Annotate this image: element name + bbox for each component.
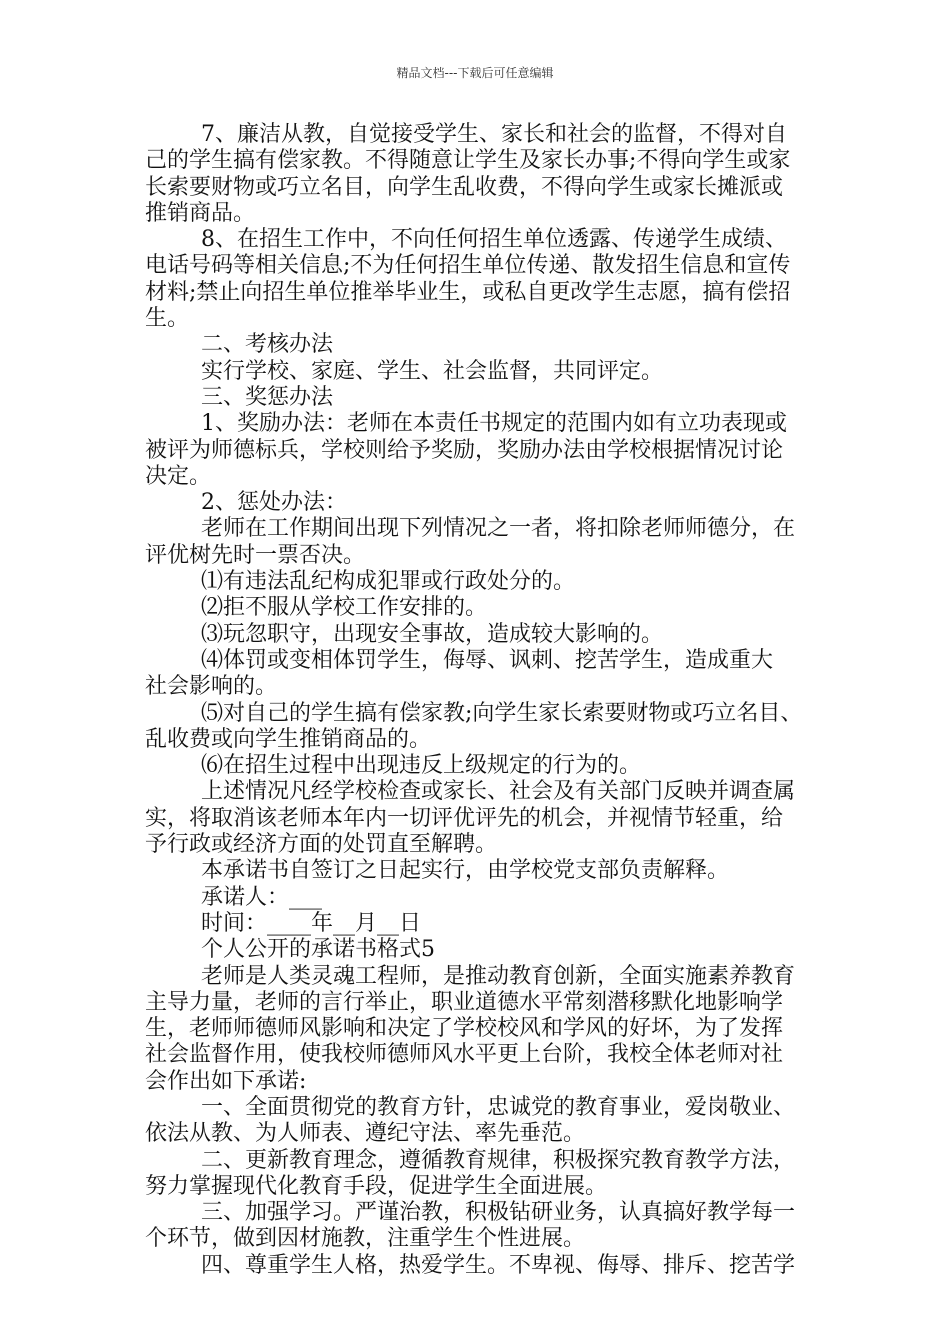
section-title: 个人公开的承诺书格式5 bbox=[201, 937, 435, 963]
paragraph-line: 生。 bbox=[145, 306, 190, 332]
list-item: ⑸对自己的学生搞有偿家教;向学生家长索要财物或巧立名目、 bbox=[201, 700, 803, 726]
paragraph-line: 7、廉洁从教，自觉接受学生、家长和社会的监督，不得对自 bbox=[201, 122, 787, 147]
paragraph-line: 一、全面贯彻党的教育方针，忠诚党的教育事业，爱岗敬业、 bbox=[201, 1094, 796, 1120]
paragraph-line: 三、加强学习。严谨治教，积极钻研业务，认真搞好教学每一 bbox=[201, 1200, 796, 1226]
paragraph-line: 上述情况凡经学校检查或家长、社会及有关部门反映并调查属 bbox=[201, 779, 796, 805]
paragraph-line: 材料;禁止向招生单位推举毕业生，或私自更改学生志愿，搞有偿招 bbox=[145, 279, 791, 305]
paragraph-line: 长索要财物或巧立名目，向学生乱收费，不得向学生或家长摊派或 bbox=[145, 174, 784, 200]
list-item: ⑷体罚或变相体罚学生，侮辱、讽刺、挖苦学生，造成重大 bbox=[201, 647, 774, 673]
date-line: 时间：____年__月__日 bbox=[201, 910, 422, 936]
paragraph-line: 电话号码等相关信息;不为任何招生单位传递、散发招生信息和宣传 bbox=[145, 253, 791, 279]
list-item: ⑴有违法乱纪构成犯罪或行政处分的。 bbox=[201, 569, 576, 595]
paragraph-line: 依法从教、为人师表、遵纪守法、率先垂范。 bbox=[145, 1121, 586, 1147]
paragraph-line: 生，老师师德师风影响和决定了学校校风和学风的好坏，为了发挥 bbox=[145, 1016, 784, 1042]
signature-line: 承诺人：___ bbox=[201, 884, 323, 910]
paragraph-line: 个环节，做到因材施教，注重学生个性进展。 bbox=[145, 1226, 586, 1252]
paragraph-line: 决定。 bbox=[145, 463, 212, 489]
paragraph-line: 实行学校、家庭、学生、社会监督，共同评定。 bbox=[201, 358, 664, 384]
paragraph-line: 予行政或经济方面的处罚直至解聘。 bbox=[145, 832, 498, 858]
paragraph-line: 老师是人类灵魂工程师，是推动教育创新，全面实施素养教育 bbox=[201, 963, 796, 989]
paragraph-line: 老师在工作期间出现下列情况之一者，将扣除老师师德分，在 bbox=[201, 516, 796, 542]
paragraph-line: 主导力量，老师的言行举止，职业道德水平常刻潜移默化地影响学 bbox=[145, 989, 784, 1015]
list-item: 乱收费或向学生推销商品的。 bbox=[145, 726, 432, 752]
paragraph-line: 己的学生搞有偿家教。不得随意让学生及家长办事;不得向学生或家 bbox=[145, 148, 791, 174]
page-header: 精品文档---下载后可任意编辑 bbox=[396, 66, 554, 80]
paragraph-line: 实，将取消该老师本年内一切评优评先的机会，并视情节轻重，给 bbox=[145, 805, 784, 831]
paragraph-line: 本承诺书自签订之日起实行，由学校党支部负责解释。 bbox=[201, 858, 730, 884]
paragraph-line: 2、惩处办法： bbox=[201, 490, 347, 516]
paragraph-line: 会作出如下承诺: bbox=[145, 1068, 307, 1094]
document-body bbox=[145, 122, 825, 1279]
list-item: ⑵拒不服从学校工作安排的。 bbox=[201, 595, 488, 621]
paragraph-line: 1、奖励办法：老师在本责任书规定的范围内如有立功表现或 bbox=[201, 411, 787, 437]
paragraph-line: 8、在招生工作中，不向任何招生单位透露、传递学生成绩、 bbox=[201, 227, 787, 253]
paragraph-line: 努力掌握现代化教育手段，促进学生全面进展。 bbox=[145, 1173, 608, 1199]
paragraph-line: 社会监督作用，使我校师德师风水平更上台阶，我校全体老师对社 bbox=[145, 1042, 784, 1068]
paragraph-line: 推销商品。 bbox=[145, 200, 256, 226]
list-item: ⑹在招生过程中出现违反上级规定的行为的。 bbox=[201, 753, 642, 779]
section-heading: 二、考核办法 bbox=[201, 332, 334, 358]
paragraph-line: 四、尊重学生人格，热爱学生。不卑视、侮辱、排斥、挖苦学 bbox=[201, 1252, 796, 1278]
list-item: ⑶玩忽职守，出现安全事故，造成较大影响的。 bbox=[201, 621, 664, 647]
list-item: 社会影响的。 bbox=[145, 674, 278, 700]
section-heading: 三、奖惩办法 bbox=[201, 384, 334, 410]
paragraph-line: 评优树先时一票否决。 bbox=[145, 542, 366, 568]
paragraph-line: 被评为师德标兵，学校则给予奖励，奖励办法由学校根据情况讨论 bbox=[145, 437, 784, 463]
paragraph-line: 二、更新教育理念，遵循教育规律，积极探究教育教学方法， bbox=[201, 1147, 796, 1173]
